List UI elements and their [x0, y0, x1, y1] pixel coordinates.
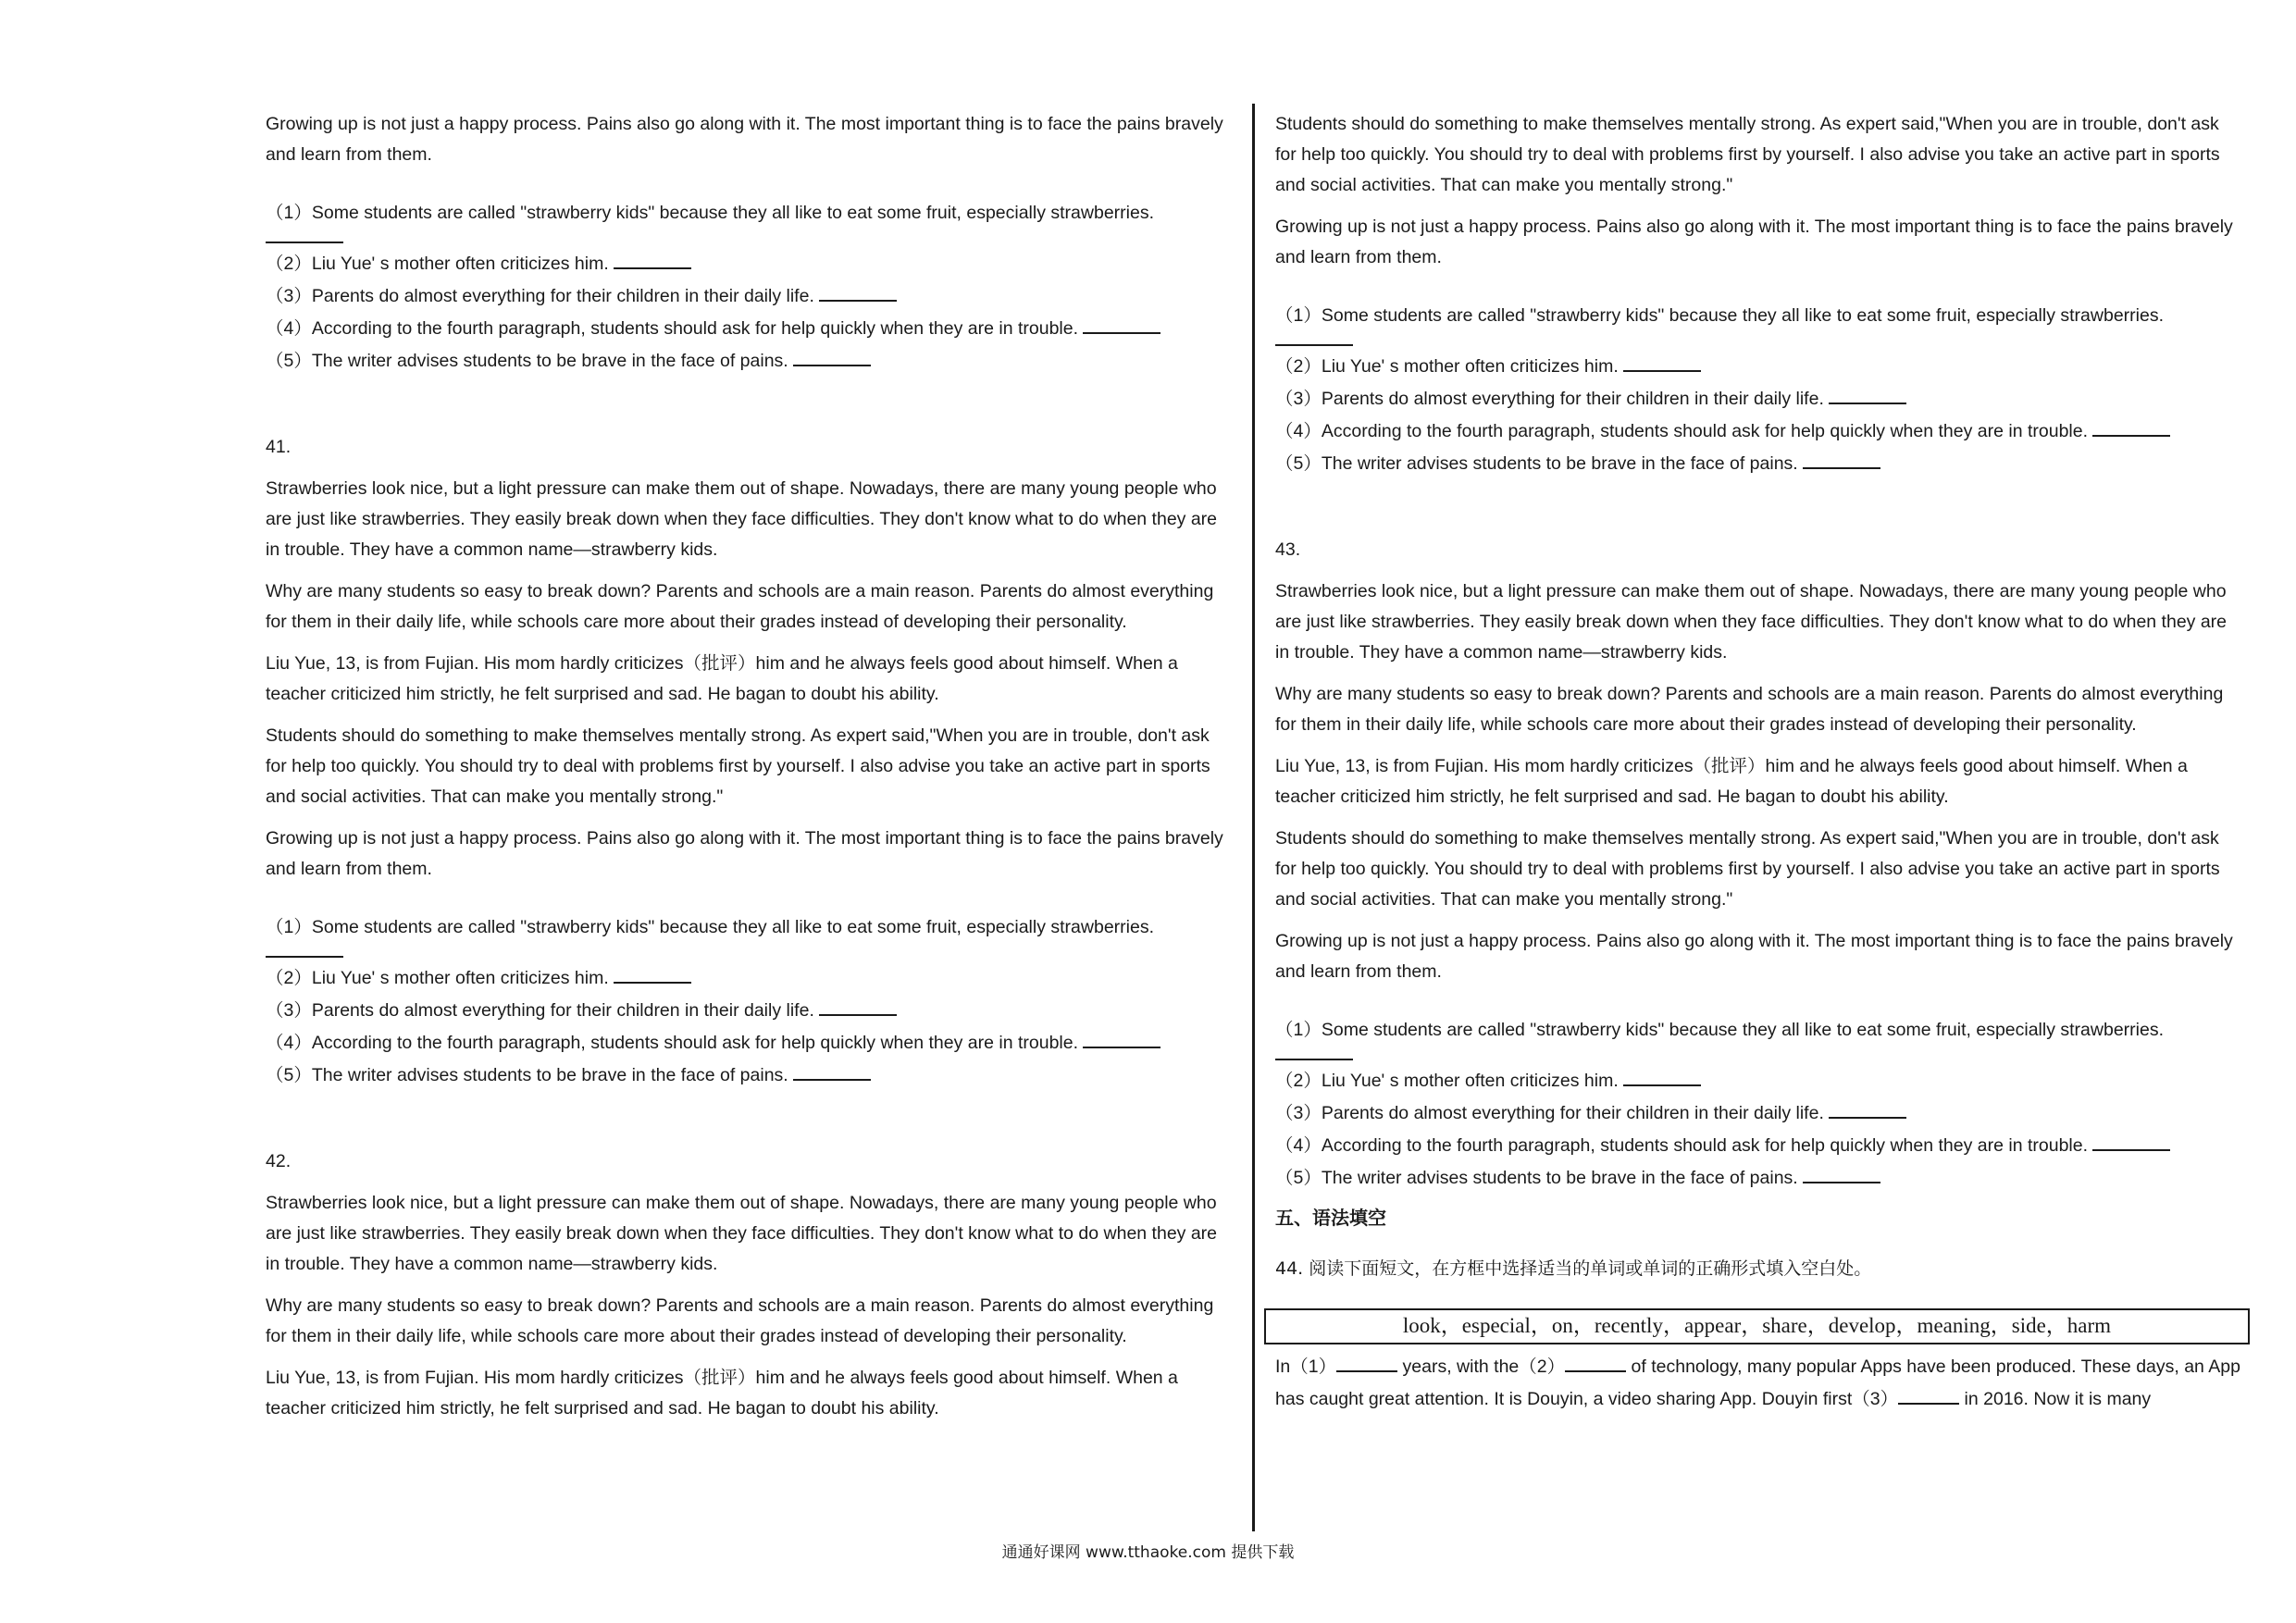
answer-blank[interactable]	[2092, 415, 2170, 437]
answer-blank[interactable]	[266, 229, 343, 243]
answer-blank[interactable]	[1829, 1096, 1906, 1119]
answer-blank[interactable]	[793, 344, 871, 366]
section-heading: 五、语法填空	[1275, 1207, 1386, 1229]
answer-blank[interactable]	[1565, 1350, 1626, 1372]
passage-paragraph: Why are many students so easy to break down? Parents and schools are a main reason. Parents do almost everything for them in their daily life, while schools care more about their grades instead of developing their personality.	[1275, 684, 2224, 735]
answer-blank[interactable]	[1898, 1382, 1959, 1405]
question-number: 43.	[1275, 539, 1301, 560]
passage-paragraph: Growing up is not just a happy process. Pains also go along with it. The most important thing is to face the pains bravely and learn from them.	[266, 828, 1223, 879]
answer-blank[interactable]	[1275, 1046, 1353, 1060]
passage-paragraph: Strawberries look nice, but a light pressure can make them out of shape. Nowadays, there are many young people who are just like strawberries. They easily break down when they face difficulties. They don't know what to do when they are in trouble. They have a common name—strawberry kids.	[266, 478, 1218, 560]
right-column	[1275, 109, 2243, 1426]
question-5: （5）The writer advises students to be brave in the face of pains.	[1275, 1161, 2243, 1194]
passage-paragraph: Students should do something to make themselves mentally strong. As expert said,"When you are in trouble, don't ask for help too quickly. You should try to deal with problems first by yourself. I also advise you take an active part in sports and social activities. That can make you mentally strong."	[1275, 828, 2220, 910]
answer-blank[interactable]	[1623, 1064, 1701, 1086]
answer-blank[interactable]	[1803, 1161, 1880, 1183]
section-instruction: 44. 阅读下面短文，在方框中选择适当的单词或单词的正确形式填入空白处。	[1275, 1258, 1872, 1279]
passage-paragraph: Liu Yue, 13, is from Fujian. His mom hardly criticizes（批评）him and he always feels good about himself. When a teacher criticized him strictly, he felt surprised and sad. He bagan to doubt his ability.	[266, 653, 1178, 704]
answer-blank[interactable]	[614, 247, 691, 269]
passage-paragraph: Liu Yue, 13, is from Fujian. His mom hardly criticizes（批评）him and he always feels good about himself. When a teacher criticized him strictly, he felt surprised and sad. He bagan to doubt his ability.	[266, 1368, 1178, 1419]
question-3: （3）Parents do almost everything for their children in their daily life.	[266, 279, 1233, 312]
question-3: （3）Parents do almost everything for their children in their daily life.	[266, 994, 1233, 1026]
passage-paragraph: Growing up is not just a happy process. Pains also go along with it. The most important thing is to face the pains bravely and learn from them.	[1275, 931, 2233, 982]
question-1: （1）Some students are called "strawberry kids" because they all like to eat some fruit, especially strawberries.	[266, 917, 1155, 937]
passage-paragraph: Liu Yue, 13, is from Fujian. His mom hardly criticizes（批评）him and he always feels good about himself. When a teacher criticized him strictly, he felt surprised and sad. He bagan to doubt his ability.	[1275, 756, 2188, 807]
answer-blank[interactable]	[1275, 331, 1353, 346]
question-1: （1）Some students are called "strawberry kids" because they all like to eat some fruit, especially strawberries.	[1275, 305, 2165, 326]
column-divider	[1252, 104, 1255, 1531]
answer-blank[interactable]	[1829, 382, 1906, 404]
answer-blank[interactable]	[1623, 350, 1701, 372]
question-2: （2）Liu Yue' s mother often criticizes him.	[1275, 350, 2243, 382]
answer-blank[interactable]	[819, 279, 897, 302]
question-4: （4）According to the fourth paragraph, students should ask for help quickly when they are in trouble.	[1275, 415, 2243, 447]
passage-paragraph: Growing up is not just a happy process. Pains also go along with it. The most important thing is to face the pains bravely and learn from them.	[1275, 217, 2233, 267]
passage-paragraph: Students should do something to make themselves mentally strong. As expert said,"When you are in trouble, don't ask for help too quickly. You should try to deal with problems first by yourself. I also advise you take an active part in sports and social activities. That can make you mentally strong."	[266, 725, 1210, 807]
answer-blank[interactable]	[614, 961, 691, 984]
answer-blank[interactable]	[1336, 1350, 1397, 1372]
passage-paragraph: Students should do something to make themselves mentally strong. As expert said,"When you are in trouble, don't ask for help too quickly. You should try to deal with problems first by yourself. I also advise you take an active part in sports and social activities. That can make you mentally strong."	[1275, 114, 2220, 195]
question-4: （4）According to the fourth paragraph, students should ask for help quickly when they are in trouble.	[266, 1026, 1233, 1059]
question-number: 42.	[266, 1151, 292, 1171]
question-4: （4）According to the fourth paragraph, students should ask for help quickly when they are in trouble.	[266, 312, 1233, 344]
question-4: （4）According to the fourth paragraph, students should ask for help quickly when they are in trouble.	[1275, 1129, 2243, 1161]
question-3: （3）Parents do almost everything for their children in their daily life.	[1275, 382, 2243, 415]
question-5: （5）The writer advises students to be brave in the face of pains.	[266, 344, 1233, 377]
passage-paragraph: Growing up is not just a happy process. Pains also go along with it. The most important thing is to face the pains bravely and learn from them.	[266, 114, 1223, 165]
answer-blank[interactable]	[819, 994, 897, 1016]
question-1: （1）Some students are called "strawberry kids" because they all like to eat some fruit, especially strawberries.	[1275, 1020, 2165, 1040]
page-footer: 通通好课网 www.tthaoke.com 提供下载	[1001, 1543, 1295, 1562]
passage-paragraph: Why are many students so easy to break down? Parents and schools are a main reason. Parents do almost everything for them in their daily life, while schools care more about their grades instead of developing their personality.	[266, 1295, 1214, 1346]
answer-blank[interactable]	[1803, 447, 1880, 469]
question-5: （5）The writer advises students to be brave in the face of pains.	[1275, 447, 2243, 479]
question-1: （1）Some students are called "strawberry kids" because they all like to eat some fruit, especially strawberries.	[266, 203, 1155, 223]
answer-blank[interactable]	[793, 1059, 871, 1081]
question-2: （2）Liu Yue' s mother often criticizes him.	[266, 247, 1233, 279]
passage-paragraph: Strawberries look nice, but a light pressure can make them out of shape. Nowadays, there are many young people who are just like strawberries. They easily break down when they face difficulties. They don't know what to do when they are in trouble. They have a common name—strawberry kids.	[1275, 581, 2228, 663]
question-2: （2）Liu Yue' s mother often criticizes him.	[266, 961, 1233, 994]
cloze-paragraph: In（1） years, with the（2） of technology, many popular Apps have been produced. These days, an App has caught great attention. It is Douyin, a video sharing App. Douyin first（3） in 2016. Now it is many	[1275, 1350, 2243, 1415]
question-2: （2）Liu Yue' s mother often criticizes him.	[1275, 1064, 2243, 1096]
answer-blank[interactable]	[2092, 1129, 2170, 1151]
question-5: （5）The writer advises students to be brave in the face of pains.	[266, 1059, 1233, 1091]
answer-blank[interactable]	[1083, 312, 1160, 334]
answer-blank[interactable]	[266, 943, 343, 958]
passage-paragraph: Strawberries look nice, but a light pressure can make them out of shape. Nowadays, there are many young people who are just like strawberries. They easily break down when they face difficulties. They don't know what to do when they are in trouble. They have a common name—strawberry kids.	[266, 1193, 1218, 1274]
left-column	[266, 109, 1233, 1435]
question-3: （3）Parents do almost everything for their children in their daily life.	[1275, 1096, 2243, 1129]
answer-blank[interactable]	[1083, 1026, 1160, 1048]
word-box: look，especial，on，recently，appear，share，develop，meaning，side，harm	[1264, 1308, 2250, 1344]
passage-paragraph: Why are many students so easy to break down? Parents and schools are a main reason. Parents do almost everything for them in their daily life, while schools care more about their grades instead of developing their personality.	[266, 581, 1214, 632]
question-number: 41.	[266, 437, 292, 457]
